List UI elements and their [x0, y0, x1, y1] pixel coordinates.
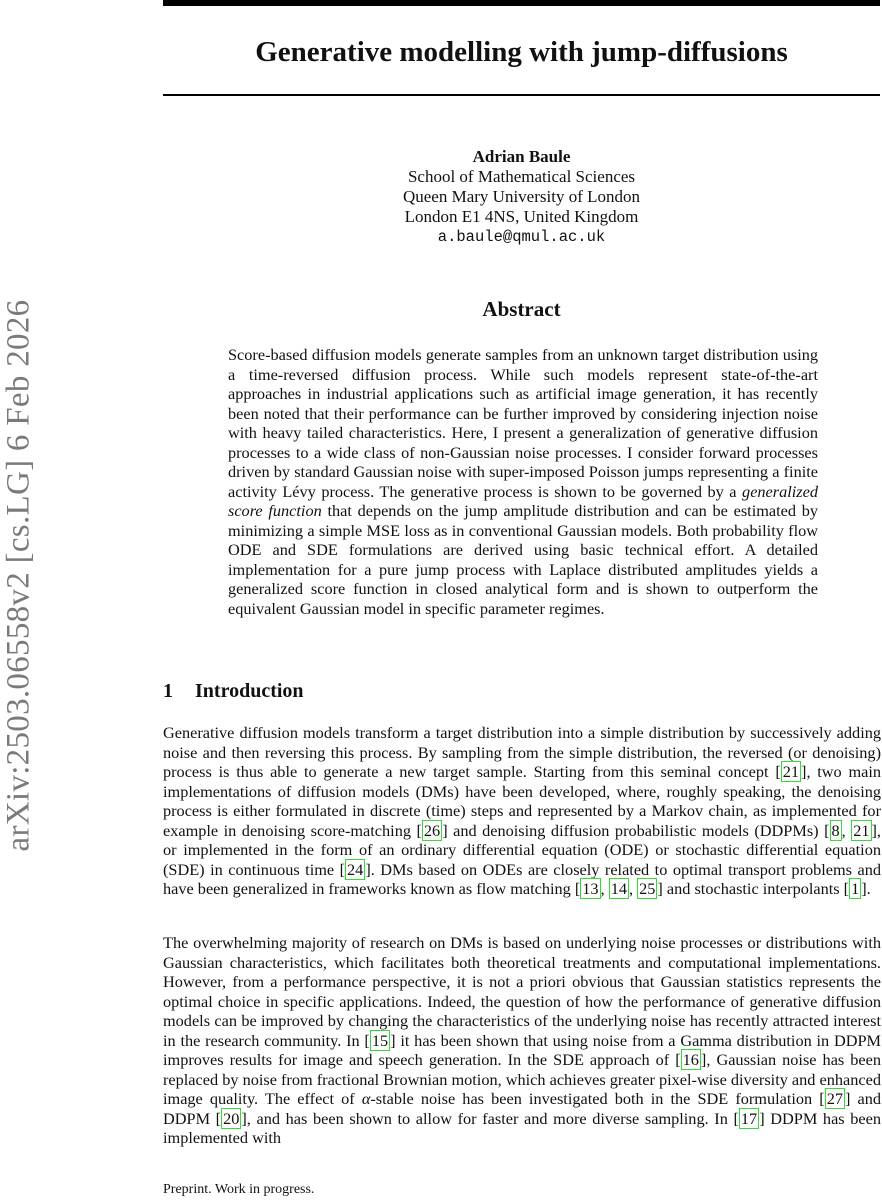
citation-link[interactable]: 26: [423, 820, 441, 840]
text-run: ].: [861, 879, 871, 898]
text-run: ] and denoising diffusion probabilistic models (DDPMs) [: [442, 820, 830, 840]
intro-paragraph-2: [163, 933, 881, 1148]
footnote: Preprint. Work in progress.: [163, 1182, 315, 1197]
author-email[interactable]: a.baule@qmul.ac.uk: [437, 228, 606, 246]
citation-link[interactable]: 8: [831, 820, 840, 840]
citation-link[interactable]: 24: [347, 859, 364, 879]
text-run: -stable noise has been investigated both in the SDE formulation [: [370, 1089, 825, 1108]
citation-link[interactable]: 21: [782, 762, 800, 781]
abstract-text: [228, 345, 818, 618]
text-run: ] and stochastic interpolants [: [657, 879, 850, 898]
citation-link[interactable]: 16: [682, 1050, 699, 1069]
intro-paragraph-1: [163, 723, 881, 899]
text-run: ], Gaussian noise has been replaced by noise from fractional Brownian motion, which achieves greater pixel-wise diversity and enhanced image quality. The effect of: [163, 1050, 882, 1108]
citation-link[interactable]: 25: [639, 879, 656, 898]
section-number: 1: [163, 680, 173, 702]
abstract-part-2: that depends on the jump amplitude distribution and can be estimated by minimizing a simple MSE loss as in conventional Gaussian models. Both probability flow ODE and SDE formulations are derived using basic technical effort. A detailed implementation for a pure jump process with Laplace distributed amplitudes yields a generalized score function in closed analytical form and is shown to outperform the equivalent Gaussian model in specific parameter regimes.: [228, 501, 818, 618]
text-run: ,: [841, 820, 852, 840]
citation-link[interactable]: 15: [371, 1030, 389, 1050]
text-run: ] it has been shown that using noise from a Gamma distribution in DDPM improves results for image and speech generation. In the SDE approach of [: [163, 1030, 881, 1069]
text-run: ], or implemented in the form of an ordinary differential equation (ODE) or stochastic differential equation (SDE) in continuous time [: [163, 820, 881, 879]
title-rule: [163, 94, 880, 96]
author-address: London E1 4NS, United Kingdom: [404, 207, 639, 226]
author-institution: Queen Mary University of London: [402, 187, 640, 206]
abstract-heading: Abstract: [482, 297, 561, 321]
citation-link[interactable]: 27: [826, 1089, 843, 1108]
text-run: Generative diffusion models transform a target distribution into a simple distribution by successively adding noise and then reversing this process. By sampling from the simple distribution, the reversed (or denoising) process is thus able to generate a new target sample. Starting from this seminal concept [: [163, 723, 881, 781]
section-title: Introduction: [195, 680, 304, 702]
text-run: ] DDPM has been implemented with: [163, 1108, 881, 1147]
top-rule: [163, 0, 880, 6]
arxiv-identifier: [2, 270, 36, 880]
author-name: Adrian Baule: [472, 147, 571, 166]
arxiv-identifier-text: arXiv:2503.06558v2 [cs.LG] 6 Feb 2026: [0, 299, 37, 851]
paper-title: Generative modelling with jump-diffusions: [255, 36, 788, 68]
citation-link[interactable]: 13: [582, 879, 599, 898]
citation-link[interactable]: 17: [740, 1108, 758, 1128]
text-run: ,: [628, 879, 638, 898]
citation-link[interactable]: 20: [223, 1108, 240, 1128]
text-run: ,: [600, 879, 609, 898]
citation-link[interactable]: 14: [610, 879, 627, 898]
text-run: ], two main implementations of diffusion models (DMs) have been developed, where, roughly speaking, the denoising process is either formulated in discrete (time) steps and represented by a Markov chain, as implemented for example in denoising score-matching [: [163, 762, 882, 840]
alpha-symbol: α: [361, 1089, 371, 1108]
text-run: ], and has been shown to allow for faster and more diverse sampling. In [: [241, 1108, 739, 1128]
citation-link[interactable]: 1: [851, 879, 860, 898]
text-run: ] and DDPM [: [163, 1089, 882, 1128]
author-block: [163, 147, 880, 247]
text-run: ]. DMs based on ODEs are closely related to optimal transport problems and have been generalized in frameworks known as flow matching [: [163, 859, 882, 898]
text-run: The overwhelming majority of research on DMs is based on underlying noise processes or distributions with Gaussian characteristics, which facilitates both theoretical treatments and computational implementations. However, from a performance perspective, it is not a priori obvious that Gaussian statistics represents the optimal choice in specific applications. Indeed, the question of how the performance of generative diffusion models can be improved by changing the characteristics of the underlying noise has recently attracted interest in the research community. In [: [163, 933, 881, 1050]
section-heading: [163, 678, 880, 704]
abstract-part-1: Score-based diffusion models generate samples from an unknown target distribution using a time-reversed diffusion process. While such models represent state-of-the-art approaches in industrial applications such as artificial image generation, it has recently been noted that their performance can be further improved by considering injection noise with heavy tailed characteristics. Here, I present a generalization of generative diffusion processes to a wide class of non-Gaussian noise processes. I consider forward processes driven by standard Gaussian noise with super-imposed Poisson jumps representing a finite activity Lévy process. The generative process is shown to be governed by a: [228, 345, 818, 501]
citation-link[interactable]: 21: [853, 820, 870, 840]
author-department: School of Mathematical Sciences: [407, 167, 636, 186]
abstract-emphasis: generalized score function: [228, 481, 819, 520]
